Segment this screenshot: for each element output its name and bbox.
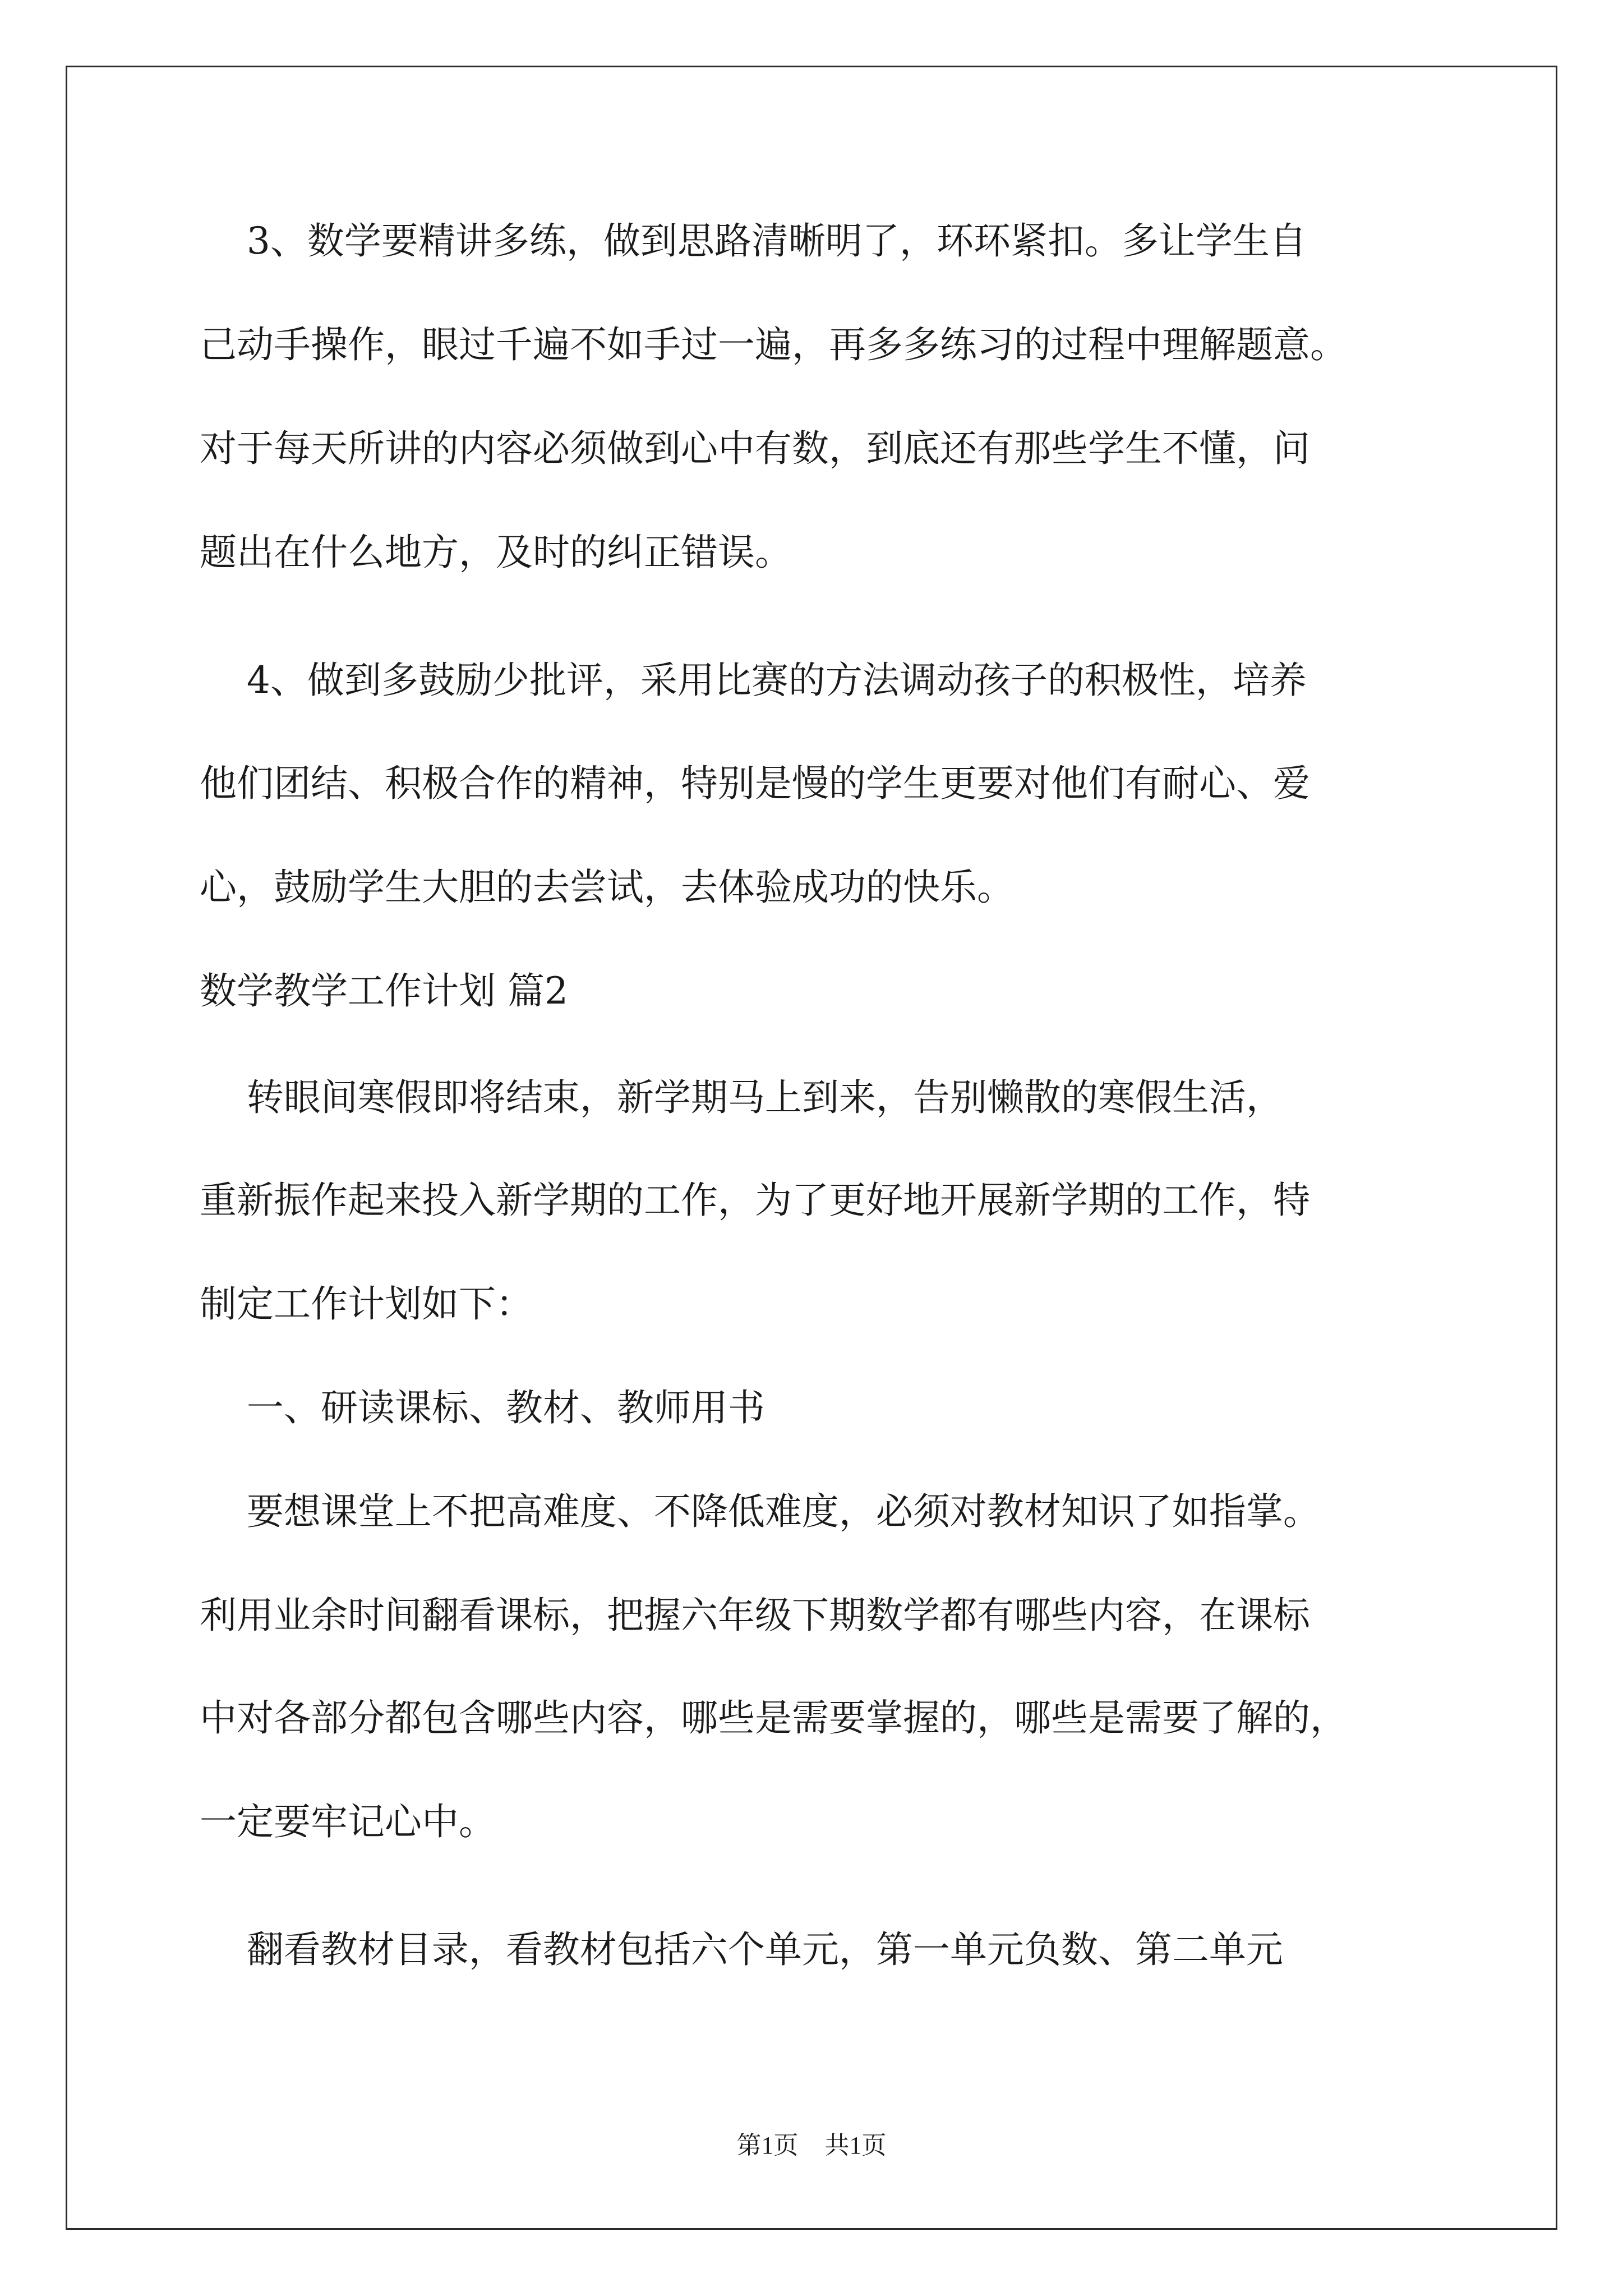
page-border [66,66,1557,2230]
text-line: 对于每天所讲的内容必须做到心中有数，到底还有那些学生不懂，问 [200,427,1310,470]
text-line: 他们团结、积极合作的精神，特别是慢的学生更要对他们有耐心、爱 [200,762,1310,805]
page-number: 第1页 [736,2132,799,2159]
text-line: 转眼间寒假即将结束，新学期马上到来，告别懒散的寒假生活， [200,1076,1283,1119]
text-line: 利用业余时间翻看课标，把握六年级下期数学都有哪些内容，在课标 [200,1594,1310,1637]
text-line: 3、数学要精讲多练，做到思路清晰明了，环环紧扣。多让学生自 [200,219,1307,263]
text-line: 制定工作计划如下： [200,1282,533,1326]
text-line: 中对各部分都包含哪些内容，哪些是需要掌握的，哪些是需要了解的， [200,1696,1347,1740]
page-total: 共1页 [824,2132,887,2159]
text-line: 题出在什么地方，及时的纠正错误。 [200,531,792,574]
text-line: 翻看教材目录，看教材包括六个单元，第一单元负数、第二单元 [200,1928,1283,1971]
text-line: 要想课堂上不把高难度、不降低难度，必须对教材知识了如指掌。 [200,1490,1320,1533]
text-line: 4、做到多鼓励少批评，采用比赛的方法调动孩子的积极性，培养 [200,659,1307,702]
text-line: 一定要牢记心中。 [200,1800,496,1843]
text-line: 己动手操作，眼过千遍不如手过一遍，再多多练习的过程中理解题意。 [200,323,1347,366]
section-heading: 数学教学工作计划 篇2 [200,969,568,1013]
text-line: 一、研读课标、教材、教师用书 [200,1386,765,1429]
text-line: 心，鼓励学生大胆的去尝试，去体验成功的快乐。 [200,866,1014,909]
page-footer [0,2129,1623,2162]
text-line: 重新振作起来投入新学期的工作，为了更好地开展新学期的工作，特 [200,1179,1310,1222]
